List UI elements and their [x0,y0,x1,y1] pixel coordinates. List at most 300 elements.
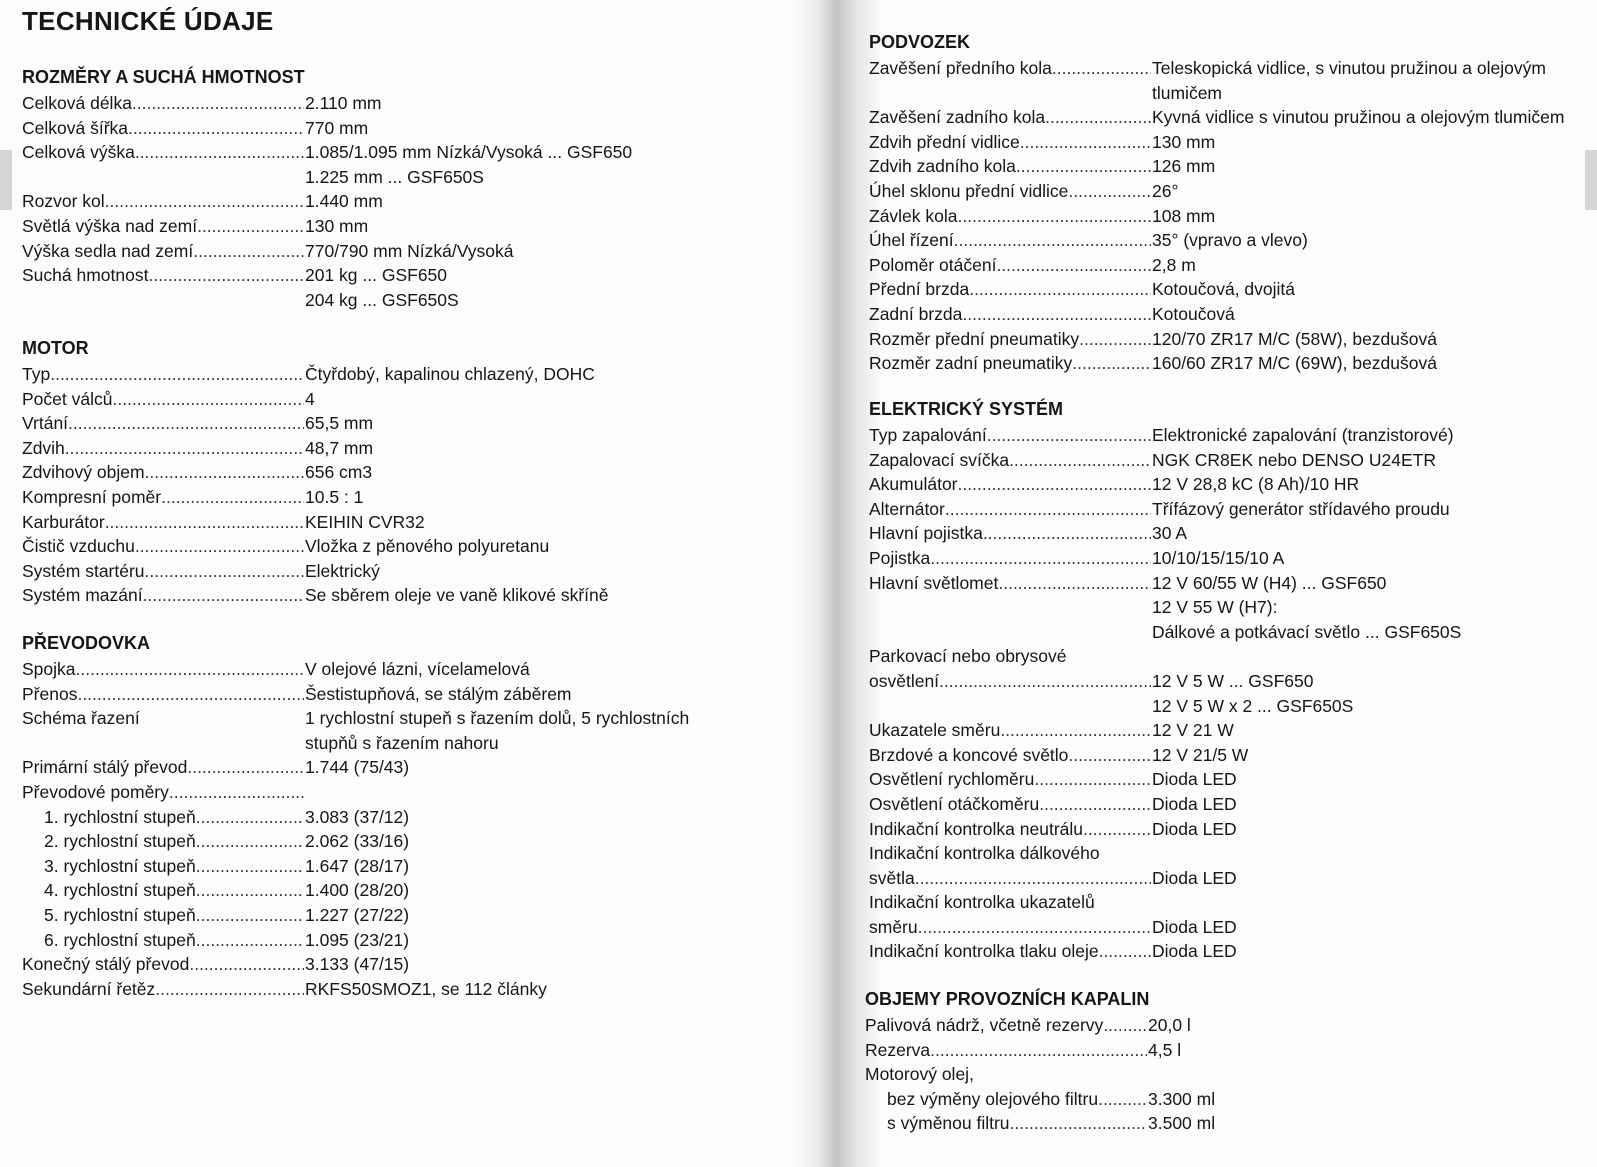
spec-row [869,620,1461,645]
spec-label: bez výměny olejového filtru [887,1088,1099,1109]
spec-label-cell [22,189,304,214]
dot-leader [105,189,304,214]
spec-label-cell [22,263,304,288]
spec-value: 3.133 (47/15) [305,954,410,975]
spec-label-cell [869,154,1151,179]
spec-row [865,1062,1215,1087]
spec-label-cell [869,277,1151,302]
dot-leader [958,204,1151,229]
spec-label-cell [22,780,304,805]
spec-value: Kyvná vidlice s vinutou pružinou a olejovým tlumičem [1152,107,1565,128]
spec-label: Schéma řazení [22,708,140,729]
spec-label-cell [869,423,1151,448]
spec-label-cell [869,718,1151,743]
spec-label: Suchá hmotnost [22,265,149,286]
spec-row [22,854,689,879]
dot-leader [1068,743,1151,768]
dot-leader [77,682,304,707]
dot-leader [1039,792,1151,817]
spec-label: Osvětlení otáčkoměru [869,793,1040,814]
spec-label: Brzdové a koncové světlo [869,744,1069,765]
spec-label-cell [869,792,1151,817]
spec-label: Hlavní světlomet [869,572,999,593]
spec-label-cell [22,559,304,584]
spec-value: 12 V 5 W x 2 ... GSF650S [1152,695,1354,716]
spec-row [22,534,608,559]
dot-leader [915,866,1151,891]
spec-row [865,1013,1215,1038]
dot-leader [196,829,304,854]
spec-value: Dioda LED [1152,793,1237,814]
spec-label-cell [22,755,304,780]
spec-row [22,780,689,805]
spec-label: světla [869,867,915,888]
dot-leader [145,559,304,584]
dot-leader [1045,105,1151,130]
spec-label: Primární stálý převod [22,757,188,778]
section-transmission [22,632,689,1001]
section-engine [22,337,608,608]
spec-value: 10/10/15/15/10 A [1152,547,1285,568]
spec-label-cell [22,878,304,903]
spec-label: 3. rychlostní stupeň [44,855,196,876]
dot-leader [135,140,304,165]
section-title: OBJEMY PROVOZNÍCH KAPALIN [865,989,1150,1009]
spec-label: Zapalovací svíčka [869,449,1010,470]
spec-label: Počet válců [22,388,113,409]
spec-label: Rozvor kol [22,191,105,212]
spec-row [22,977,689,1002]
section-chassis [869,31,1564,376]
spec-list [22,362,608,608]
spec-label-cell [22,510,304,535]
spec-value: 108 mm [1152,205,1216,226]
spec-label-cell [869,521,1151,546]
spec-label: Převodové poměry [22,781,169,802]
spec-value: 12 V 55 W (H7): [1152,597,1278,618]
spec-label-cell [22,706,304,731]
spec-label-cell [869,327,1151,352]
spec-label: Úhel sklonu přední vidlice [869,180,1069,201]
spec-row [869,792,1461,817]
spec-value: 1.440 mm [305,191,383,212]
spec-value: 120/70 ZR17 M/C (58W), bezdušová [1152,328,1437,349]
spec-label: Kompresní poměr [22,486,162,507]
spec-row [22,657,689,682]
spec-value: 1 rychlostní stupeň s řazením dolů, 5 rychlostních [305,708,690,729]
dot-leader [1034,767,1151,792]
spec-value: Čtyřdobý, kapalinou chlazený, DOHC [305,364,595,384]
spec-value: 126 mm [1152,156,1216,177]
spec-label: Výška sedla nad zemí [22,240,194,261]
right-page [860,0,1597,1167]
spec-row [865,1038,1215,1063]
spec-label-cell [22,952,304,977]
spec-value: Dioda LED [1152,916,1237,937]
dot-leader [197,214,304,239]
section-dimensions [22,66,632,312]
spec-label: Přední brzda [869,279,970,300]
spec-row [22,189,632,214]
dot-leader [1016,154,1151,179]
spec-label: Celková šířka [22,117,129,138]
spec-value: Dioda LED [1152,867,1237,888]
spec-label-cell [865,1062,1147,1087]
dot-leader [196,928,304,953]
spec-label-cell [865,1038,1147,1063]
spec-row [869,521,1461,546]
spec-label-cell [865,1013,1147,1038]
spec-value: 20,0 l [1148,1015,1191,1035]
spec-row [869,939,1461,964]
spec-label-cell [22,214,304,239]
dot-leader [1099,939,1151,964]
spec-label-cell [22,91,304,116]
spec-value: Třífázový generátor střídavého proudu [1152,498,1450,519]
dot-leader [1000,718,1151,743]
spec-row [22,559,608,584]
section-title: MOTOR [22,338,89,358]
spec-label-cell [869,302,1151,327]
spec-value: stupňů s řazením nahoru [305,732,499,753]
section-title: PŘEVODOVKA [22,633,151,653]
spec-value: tlumičem [1152,82,1223,103]
spec-value: Dioda LED [1152,818,1237,839]
spec-value: 201 kg ... GSF650 [305,265,448,286]
spec-value: 1.227 (27/22) [305,904,410,925]
spec-label: Rozměr zadní pneumatiky [869,353,1073,374]
spec-label: Indikační kontrolka dálkového [869,843,1100,864]
spec-value: 12 V 5 W ... GSF650 [1152,670,1314,691]
dot-leader [50,362,304,387]
spec-label-cell [22,854,304,879]
spec-value: 204 kg ... GSF650S [305,289,459,310]
spec-value: 2.062 (33/16) [305,831,410,852]
spec-row [869,644,1461,669]
spec-label-cell [869,571,1151,596]
spec-label: Sekundární řetěz [22,978,156,999]
dot-leader [161,485,304,510]
spec-value: RKFS50SMOZ1, se 112 články [305,978,547,999]
spec-label-cell [869,56,1151,81]
spec-row [869,302,1564,327]
dot-leader [987,423,1151,448]
spec-label-cell [22,829,304,854]
section-title: PODVOZEK [869,32,971,52]
spec-label: osvětlení [869,670,940,691]
spec-value: Se sběrem oleje ve vaně klikové skříně [305,585,609,606]
spec-value: 10.5 : 1 [305,486,364,507]
spec-label: 6. rychlostní stupeň [44,929,196,950]
spec-label-cell [22,534,304,559]
spec-row [869,154,1564,179]
spec-row [22,682,689,707]
spec-value: 1.085/1.095 mm Nízká/Vysoká ... GSF650 [305,142,633,163]
spec-value: 12 V 21 W [1152,720,1234,741]
spec-label-cell [869,767,1151,792]
spec-value: 12 V 21/5 W [1152,744,1249,765]
spec-row [22,805,689,830]
dot-leader [169,780,304,805]
spec-label-cell [869,669,1151,694]
spec-label-cell [22,116,304,141]
spec-label-cell [869,179,1151,204]
dot-leader [143,583,304,608]
dot-leader [193,239,304,264]
spec-row [22,165,632,190]
spec-label-cell [869,448,1151,473]
spec-label-cell [22,903,304,928]
spec-row [869,228,1564,253]
spec-label-cell [869,204,1151,229]
spec-label-cell [865,1087,1147,1112]
spec-row [869,571,1461,596]
spec-row [22,140,632,165]
spec-label-cell [869,817,1151,842]
spec-label: Typ zapalování [869,425,987,445]
spec-row [869,253,1564,278]
spec-label-cell [22,977,304,1002]
spec-label: 2. rychlostní stupeň [44,831,196,852]
dot-leader [998,571,1151,596]
spec-label-cell [22,411,304,436]
spec-label: Světlá výška nad zemí [22,215,198,236]
spec-row [869,472,1461,497]
dot-leader [132,91,304,116]
spec-label: Rezerva [865,1039,931,1060]
spec-value: Dioda LED [1152,941,1237,962]
spec-value: 3.300 ml [1148,1088,1216,1109]
dot-leader [1079,327,1151,352]
spec-label: Zdvih přední vidlice [869,131,1020,152]
spec-label-cell [22,362,304,387]
spec-label-cell [22,682,304,707]
spec-value: Kotoučová [1152,303,1235,324]
spec-label-cell [22,436,304,461]
spec-row [869,277,1564,302]
spec-value: Šestistupňová, se stálým záběrem [305,683,572,704]
spec-row [22,903,689,928]
dot-leader [1098,1087,1147,1112]
spec-value: 770/790 mm Nízká/Vysoká [305,240,514,261]
dot-leader [76,657,304,682]
spec-value: 770 mm [305,117,369,138]
spec-row [22,510,608,535]
spec-label: Zavěšení zadního kola [869,107,1046,128]
spec-label-cell [869,472,1151,497]
spec-value: 3.083 (37/12) [305,806,410,827]
dot-leader [128,116,304,141]
spec-row [22,952,689,977]
dot-leader [65,436,304,461]
dot-leader [930,1038,1147,1063]
spec-value: V olejové lázni, vícelamelová [305,659,530,679]
spec-label: 5. rychlostní stupeň [44,904,196,925]
spec-label-cell [22,239,304,264]
spec-label: Spojka [22,659,76,679]
spec-value: 12 V 60/55 W (H4) ... GSF650 [1152,572,1387,593]
spec-label: Indikační kontrolka neutrálu [869,818,1084,839]
spec-value: 1.647 (28/17) [305,855,410,876]
spec-label: Motorový olej, [865,1064,974,1085]
spec-row [869,423,1461,448]
spec-label: směru [869,916,918,937]
spec-label-cell [22,657,304,682]
spec-label: Závlek kola [869,205,958,226]
spec-label-cell [869,546,1151,571]
spec-label: Čistič vzduchu [22,536,135,557]
spec-label: Parkovací nebo obrysové [869,646,1067,667]
spec-value: 2,8 m [1152,254,1196,275]
spec-row [22,583,608,608]
dot-leader [996,253,1151,278]
dot-leader [918,915,1151,940]
spec-value: Dálkové a potkávací světlo ... GSF650S [1152,621,1462,642]
spec-row [869,890,1461,915]
spec-label-cell [869,743,1151,768]
dot-leader [954,228,1151,253]
spec-label-cell [869,644,1151,669]
dot-leader [148,263,304,288]
spec-label: Konečný stálý převod [22,954,190,975]
spec-value: Elektronické zapalování (tranzistorové) [1152,425,1454,445]
dot-leader [962,302,1151,327]
spec-label: Rozměr přední pneumatiky [869,328,1080,349]
spec-row [869,841,1461,866]
spec-label-cell [22,460,304,485]
spec-list [869,423,1461,964]
dot-leader [68,411,304,436]
spec-row [22,731,689,756]
page-title: TECHNICKÉ ÚDAJE [22,6,274,36]
spec-value: 12 V 28,8 kC (8 Ah)/10 HR [1152,474,1360,495]
spec-label: Alternátor [869,498,945,519]
spec-label: Zavěšení předního kola [869,58,1052,78]
spec-row [869,866,1461,891]
spec-label-cell [869,105,1151,130]
spec-label-cell [869,866,1151,891]
spec-label: Zdvih zadního kola [869,156,1016,177]
dot-leader [1072,351,1151,376]
spec-value: 35° (vpravo a vlevo) [1152,230,1308,251]
spec-label: Celková délka [22,93,132,113]
dot-leader [1010,1111,1147,1136]
spec-value: Dioda LED [1152,769,1237,790]
spec-label: Hlavní pojistka [869,523,983,544]
spec-value: 30 A [1152,523,1188,544]
spec-label-cell [22,387,304,412]
dot-leader [135,534,304,559]
section-title: ROZMĚRY A SUCHÁ HMOTNOST [22,67,305,87]
spec-label-cell [22,140,304,165]
spec-row [869,767,1461,792]
spec-row [869,81,1564,106]
spec-row [869,56,1564,81]
spec-label-cell [865,1111,1147,1136]
spec-row [865,1087,1215,1112]
spec-value: 2.110 mm [305,93,382,113]
section-fluid-capacities [865,988,1215,1136]
dot-leader [189,952,304,977]
spec-row [869,669,1461,694]
spec-row [865,1111,1215,1136]
spec-label: Palivová nádrž, včetně rezervy [865,1015,1104,1035]
spec-label: Typ [22,364,51,384]
spec-label: Indikační kontrolka tlaku oleje [869,941,1099,962]
spec-row [869,915,1461,940]
dot-leader [930,546,1151,571]
spec-row [869,595,1461,620]
spec-label-cell [869,497,1151,522]
spec-row [22,436,608,461]
spec-list [869,56,1564,376]
spec-label: Indikační kontrolka ukazatelů [869,892,1095,913]
dot-leader [105,510,304,535]
spec-label-cell [869,228,1151,253]
spec-value: NGK CR8EK nebo DENSO U24ETR [1152,449,1436,470]
spec-value: 26° [1152,180,1179,201]
spec-row [22,755,689,780]
spec-row [22,411,608,436]
dot-leader [983,521,1151,546]
spec-label-cell [22,583,304,608]
dot-leader [1103,1013,1147,1038]
spec-list [22,91,632,312]
dot-leader [1020,130,1151,155]
dot-leader [939,669,1151,694]
spec-label: s výměnou filtru [887,1113,1010,1134]
spec-label-cell [869,915,1151,940]
dot-leader [145,460,304,485]
spec-value: Teleskopická vidlice, s vinutou pružinou a olejovým [1152,58,1546,78]
spec-value: 1.744 (75/43) [305,757,410,778]
spec-label: Systém startéru [22,560,145,581]
spec-label: Akumulátor [869,474,958,495]
spec-row [869,817,1461,842]
spec-list [22,657,689,1001]
dot-leader [1083,817,1151,842]
spec-value: KEIHIN CVR32 [305,511,425,532]
spec-row [869,130,1564,155]
spec-row [869,718,1461,743]
spec-label-cell [869,253,1151,278]
spec-label-cell [22,805,304,830]
spec-list [865,1013,1215,1136]
dot-leader [1009,448,1151,473]
spec-label: Ukazatele směru [869,720,1001,741]
spec-value: Elektrický [305,560,380,581]
spec-label-cell [869,890,1151,915]
spec-value: Kotoučová, dvojitá [1152,279,1296,300]
dot-leader [196,903,304,928]
dot-leader [196,878,304,903]
spec-value: 48,7 mm [305,437,374,458]
spec-label: 1. rychlostní stupeň [44,806,196,827]
spec-value: 4,5 l [1148,1039,1182,1060]
dot-leader [155,977,304,1002]
dot-leader [196,805,304,830]
spec-label: Zdvih [22,437,65,458]
spec-value: 656 cm3 [305,462,373,483]
spec-label: Přenos [22,683,78,704]
spec-value: 130 mm [305,215,369,236]
spec-label: Pojistka [869,547,931,568]
spec-value: Vložka z pěnového polyuretanu [305,536,550,557]
spec-row [22,91,632,116]
spec-row [869,694,1461,719]
spec-row [869,497,1461,522]
dot-leader [958,472,1151,497]
